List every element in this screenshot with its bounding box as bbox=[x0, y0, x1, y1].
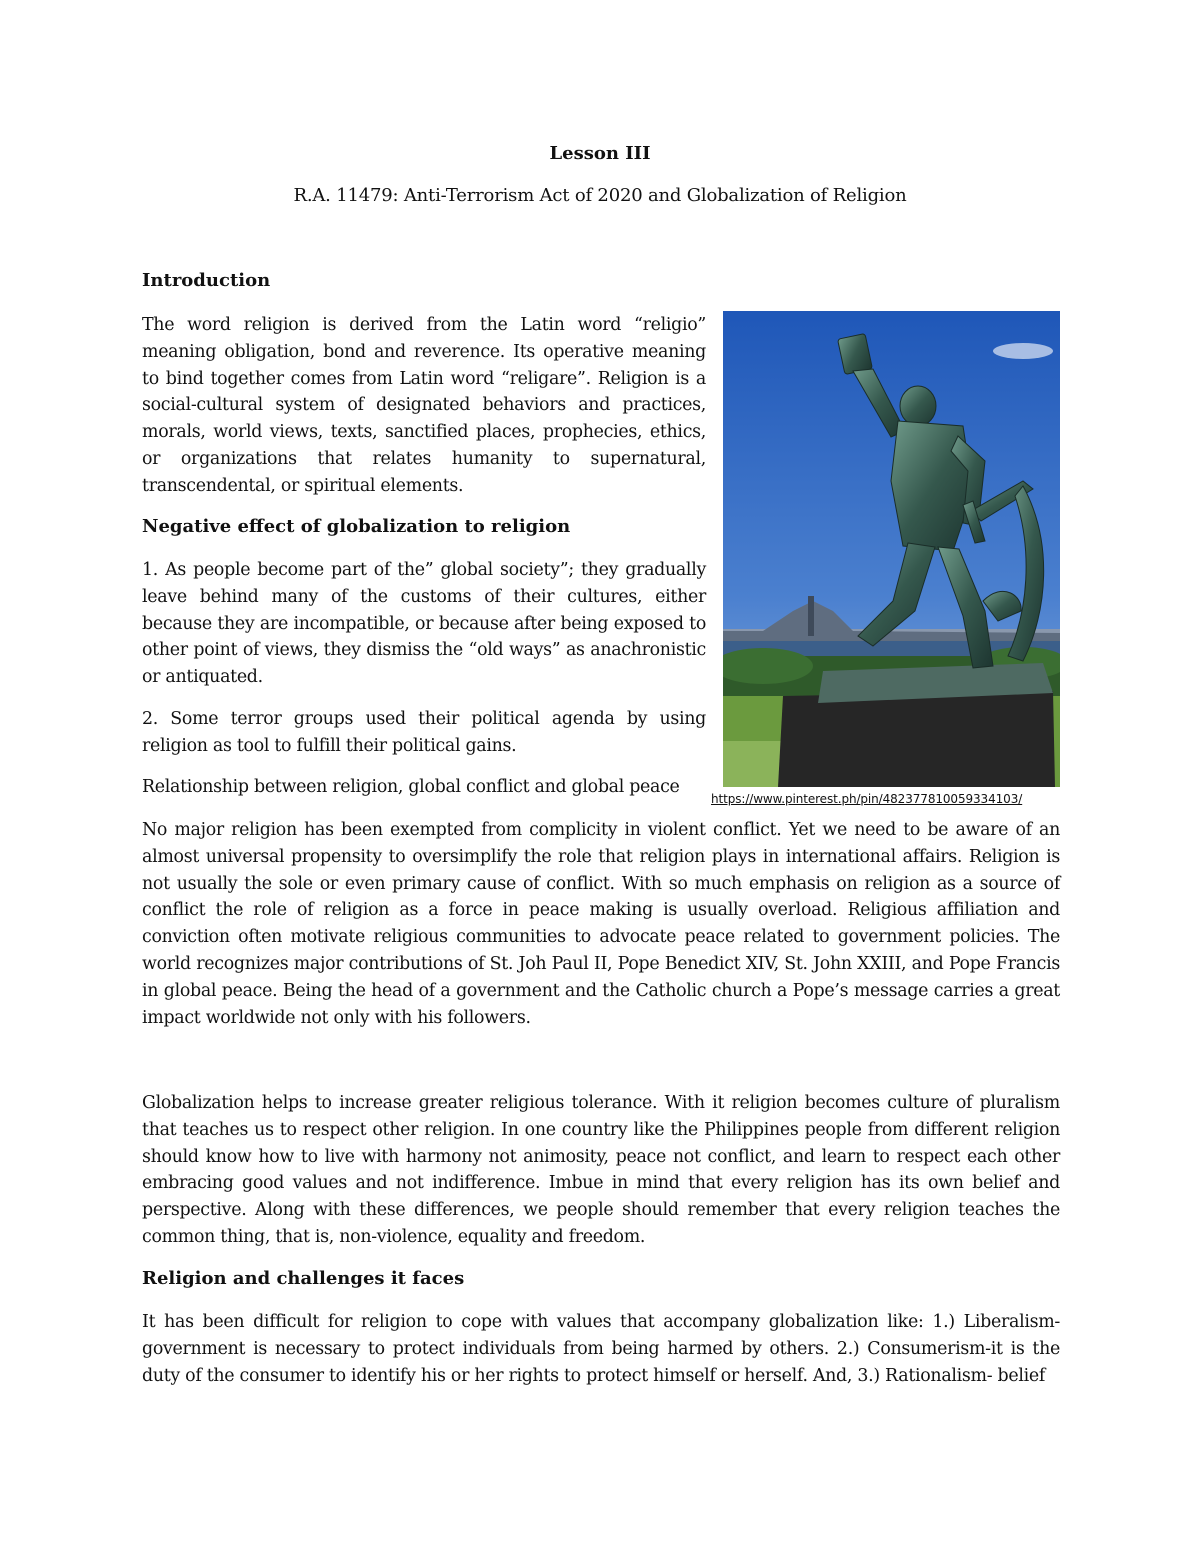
lesson-title: Lesson III bbox=[549, 143, 651, 164]
negative-effect-heading: Negative effect of globalization to religion bbox=[142, 516, 571, 537]
negative-effect-point-1: 1. As people become part of the” global society”; they gradually leave behind many of the customs of their cultures, either because they are incompatible, or because after being exposed to other point of views, they dismiss the “old ways” as anachronistic or antiquated. bbox=[142, 560, 706, 688]
globalization-paragraph: Globalization helps to increase greater religious tolerance. With it religion becomes culture of pluralism that teaches us to respect other religion. In one country like the Philippines people from different religion should know how to live with harmony not animosity, peace not conflict, and learn to respect each other embracing good values and not indifference. Imbue in mind that every religion has its own belief and perspective. Along with these differences, we people should remember that every religion teaches the common thing, that is, non-violence, equality and freedom. bbox=[142, 1093, 1060, 1247]
challenges-heading: Religion and challenges it faces bbox=[142, 1268, 465, 1289]
image-source-link[interactable]: https://www.pinterest.ph/pin/482377810059334103/ bbox=[711, 792, 1023, 806]
statue-photo bbox=[723, 311, 1060, 787]
introduction-paragraph: The word religion is derived from the Latin word “religio” meaning obligation, bond and reverence. Its operative meaning to bind together comes from Latin word “religare”. Religion is a social-cultural system of designated behaviors and practices, morals, world views, texts, sanctified places, prophecies, ethics, or organizations that relates humanity to supernatural, transcendental, or spiritual elements. bbox=[142, 315, 706, 496]
challenges-paragraph: It has been difficult for religion to cope with values that accompany globalization like: 1.) Liberalism-government is necessary to protect individuals from being harmed by others. 2.) Consumerism-it is the duty of the consumer to identify his or her rights to protect himself or herself. And, 3.) Rationalism- belief bbox=[142, 1312, 1060, 1386]
relationship-paragraph: No major religion has been exempted from complicity in violent conflict. Yet we need to be aware of an almost universal propensity to oversimplify the role that religion plays in international affairs. Religion is not usually the sole or even primary cause of conflict. With so much emphasis on religion as a source of conflict the role of religion as a force in peace making is usually overload. Religious affiliation and conviction often motivate religious communities to advocate peace related to government policies. The world recognizes major contributions of St. Joh Paul II, Pope Benedict XIV, St. John XXIII, and Pope Francis in global peace. Being the head of a government and the Catholic church a Pope’s message carries a great impact worldwide not only with his followers. bbox=[142, 820, 1060, 1028]
introduction-heading: Introduction bbox=[142, 270, 271, 291]
negative-effect-point-2: 2. Some terror groups used their political agenda by using religion as tool to fulfill their political gains. bbox=[142, 709, 706, 756]
lesson-subtitle: R.A. 11479: Anti-Terrorism Act of 2020 and Globalization of Religion bbox=[293, 185, 907, 206]
relationship-heading: Relationship between religion, global conflict and global peace bbox=[142, 777, 680, 797]
